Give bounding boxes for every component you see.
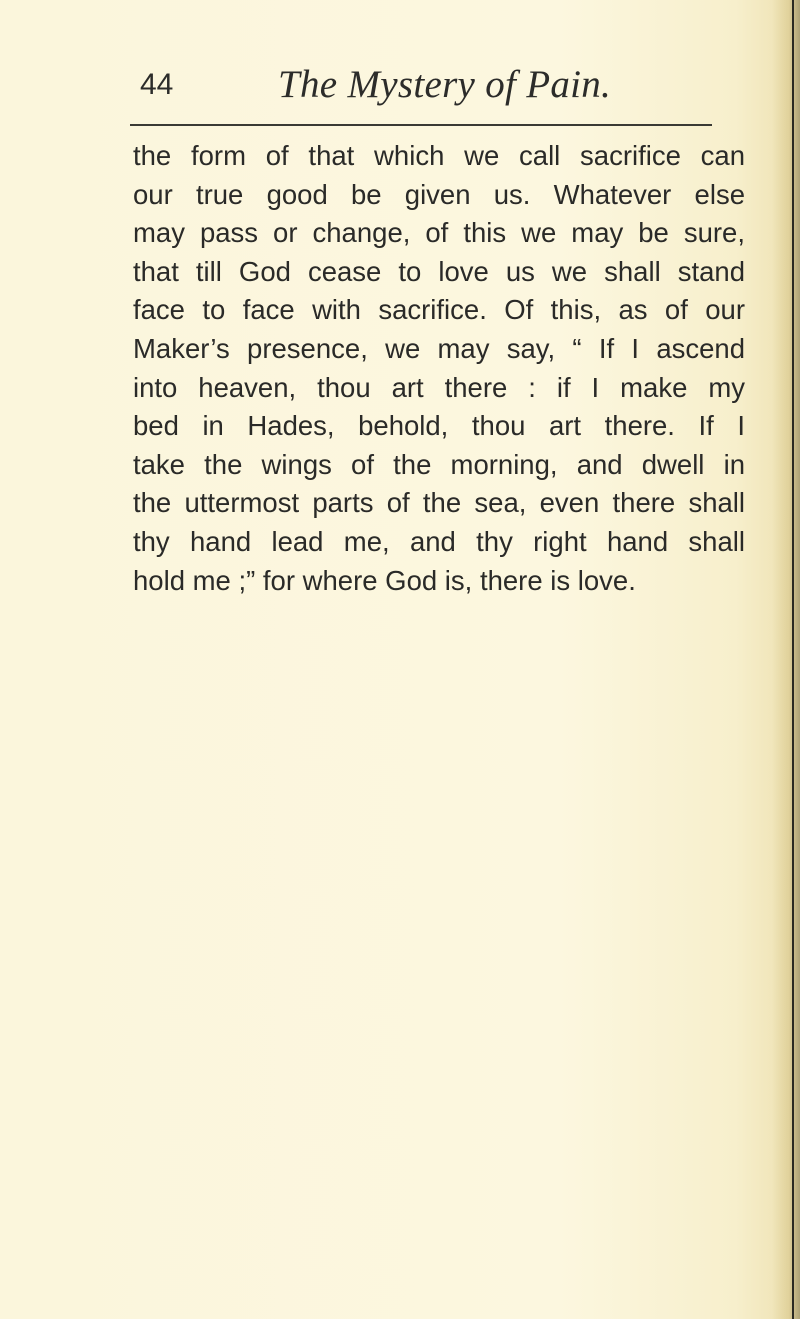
text-line: Maker’s presence, we may say, “ If I ascend [133, 332, 745, 364]
text-line: bed in Hades, behold, thou art there. If I [133, 410, 745, 442]
text-line: into heaven, thou art there : if I make my [133, 371, 745, 403]
text-line: face to face with sacrifice. Of this, as of our [133, 294, 745, 326]
text-line: thy hand lead me, and thy right hand shall [133, 525, 745, 557]
page-edge-line [792, 0, 794, 1319]
text-line: the uttermost parts of the sea, even there shall [133, 487, 745, 519]
running-title: The Mystery of Pain. [278, 63, 612, 106]
text-line: that till God cease to love us we shall stand [133, 255, 745, 287]
text-line: hold me ;” for where God is, there is love. [133, 564, 636, 596]
page-number: 44 [140, 68, 174, 101]
header-rule [130, 124, 712, 126]
running-header [140, 62, 720, 112]
text-line: take the wings of the morning, and dwell in [133, 448, 745, 480]
page-edge-shadow [772, 0, 800, 1319]
text-line: the form of that which we call sacrifice can [133, 140, 745, 171]
text-line: our true good be given us. Whatever else [133, 178, 745, 210]
text-line: may pass or change, of this we may be sure, [133, 217, 745, 249]
body-paragraph [133, 137, 745, 600]
